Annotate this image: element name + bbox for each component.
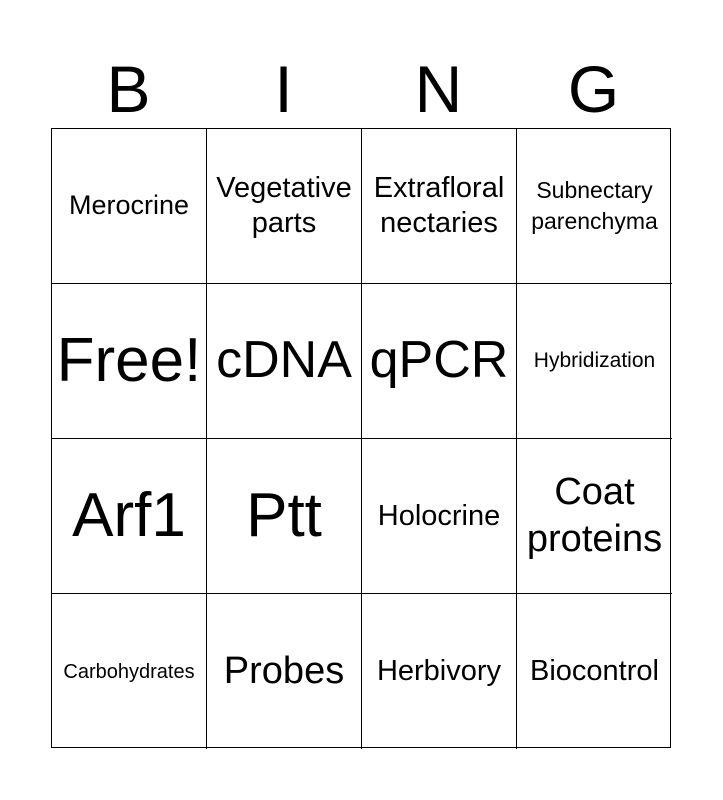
- cell-label: Carbohydrates: [63, 660, 195, 683]
- bingo-cell-r1c1[interactable]: [52, 129, 207, 284]
- bingo-cell-r1c4[interactable]: [517, 129, 672, 284]
- bingo-cell-r3c3[interactable]: [362, 439, 517, 594]
- bingo-cell-r2c1-free-space[interactable]: [52, 284, 207, 439]
- cell-label: Subnectary parenchyma: [531, 176, 658, 234]
- cell-label: Merocrine: [68, 190, 190, 221]
- bingo-cell-r3c4[interactable]: [517, 439, 672, 594]
- bingo-cell-r4c1[interactable]: [52, 594, 207, 749]
- cell-label: Extrafloral nectaries: [373, 172, 505, 239]
- bingo-header: [51, 50, 671, 128]
- cell-label: cDNA: [216, 331, 352, 390]
- cell-label: Holocrine: [377, 499, 501, 532]
- bingo-cell-r3c2[interactable]: [207, 439, 362, 594]
- bingo-cell-r3c1[interactable]: [52, 439, 207, 594]
- cell-label: Herbivory: [376, 655, 502, 688]
- cell-label: Biocontrol: [530, 655, 659, 688]
- bingo-cell-r4c2[interactable]: [207, 594, 362, 749]
- bingo-cell-r4c4[interactable]: [517, 594, 672, 749]
- header-letter-g: G: [567, 52, 620, 126]
- header-letter-i: I: [274, 52, 293, 126]
- cell-label: Vegetative parts: [216, 172, 352, 239]
- bingo-cell-r2c2[interactable]: [207, 284, 362, 439]
- cell-label: Probes: [223, 649, 345, 692]
- bingo-grid: [51, 128, 671, 748]
- header-letter-b: B: [106, 52, 151, 126]
- header-letter-n: N: [414, 52, 463, 126]
- cell-label: Arf1: [72, 480, 186, 550]
- free-space-label: Free!: [56, 325, 202, 395]
- cell-label: Ptt: [246, 480, 322, 550]
- bingo-cell-r2c3[interactable]: [362, 284, 517, 439]
- bingo-cell-r2c4[interactable]: [517, 284, 672, 439]
- bingo-cell-r1c3[interactable]: [362, 129, 517, 284]
- bingo-cell-r1c2[interactable]: [207, 129, 362, 284]
- cell-label: qPCR: [369, 331, 509, 390]
- bingo-cell-r4c3[interactable]: [362, 594, 517, 749]
- cell-label: Hybridization: [533, 349, 656, 373]
- cell-label: Coat proteins: [526, 470, 663, 560]
